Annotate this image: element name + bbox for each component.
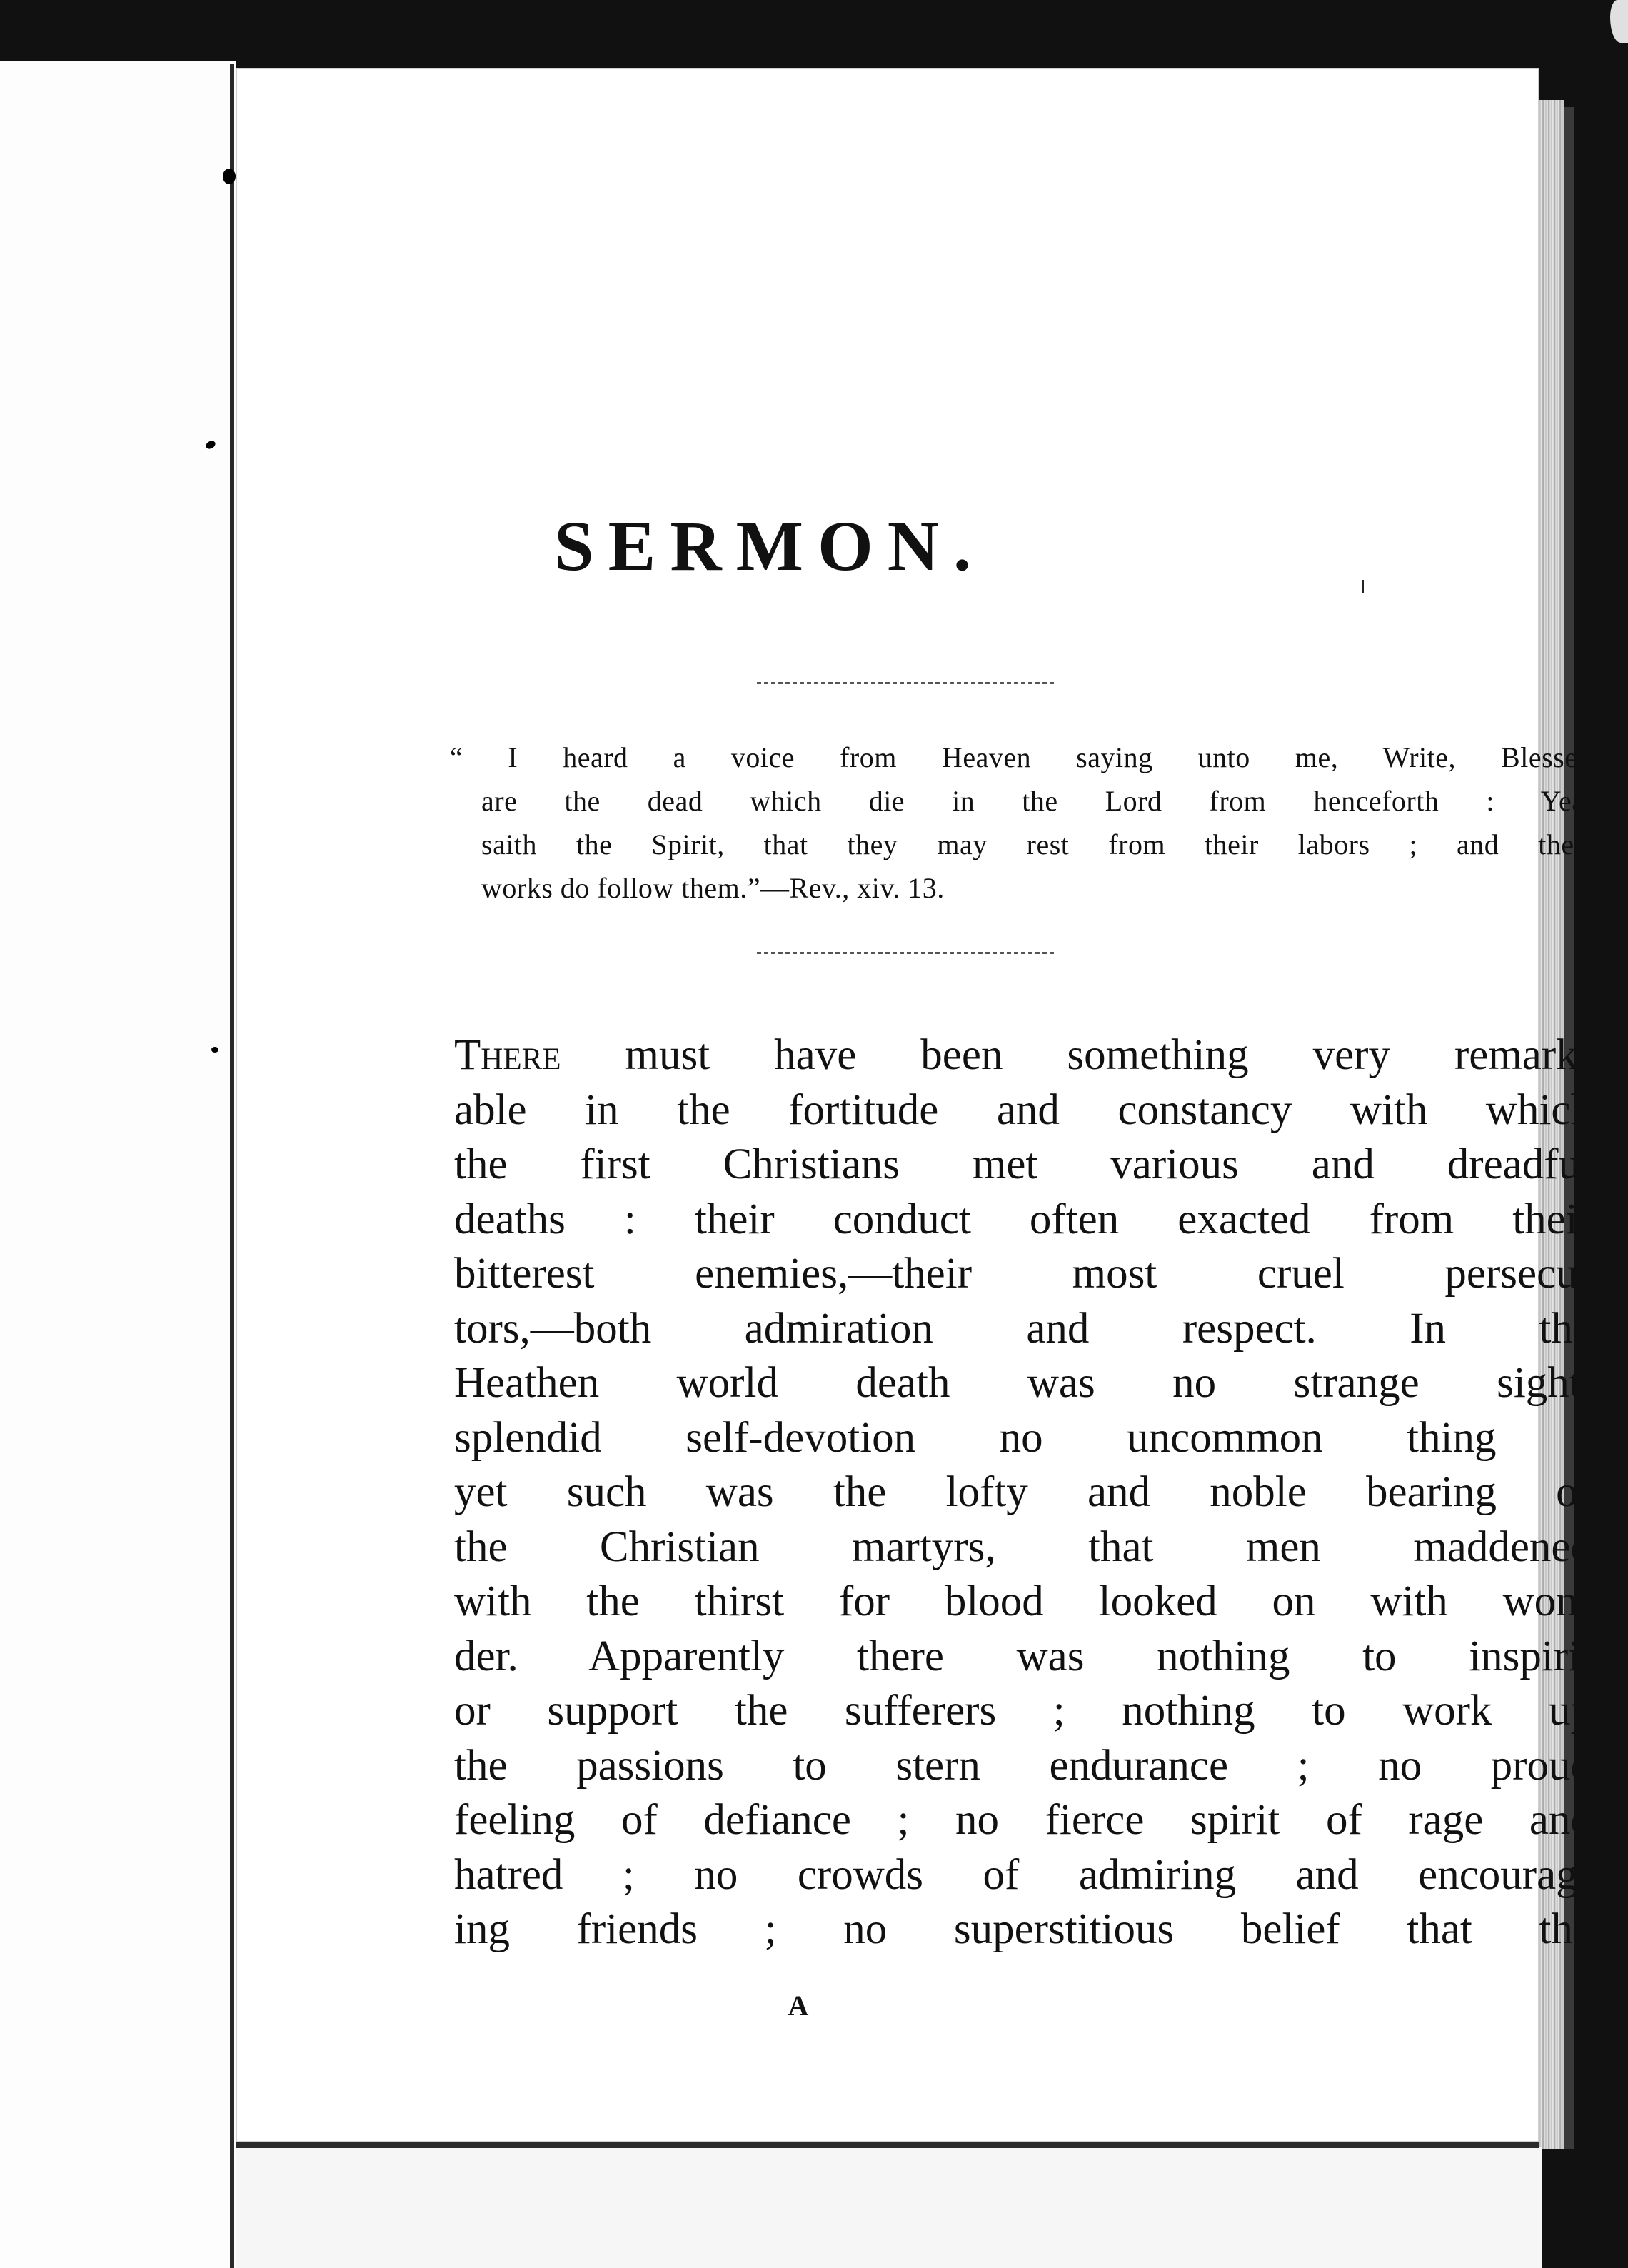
body-line: splendid self-devotion no uncommon thing ; <box>454 1413 1592 1462</box>
epigraph-line: “ I heard a voice from Heaven saying unto me, Write, Blessed <box>450 741 1592 773</box>
body-line <box>454 1028 1592 1083</box>
gutter-mark <box>211 1047 218 1053</box>
body-line: hatred ; no crowds of admiring and encourag- <box>454 1850 1592 1899</box>
body-lead-word: There <box>454 1031 561 1079</box>
body-line: tors,—both admiration and respect. In the <box>454 1304 1592 1353</box>
body-line: Heathen world death was no strange sight, <box>454 1359 1592 1407</box>
epigraph <box>450 736 1592 910</box>
page-bottom-margin <box>236 2147 1542 2268</box>
body-line: with the thirst for blood looked on with won- <box>454 1577 1592 1625</box>
epigraph-line: works do follow them.”—Rev., xiv. 13. <box>481 872 945 904</box>
page-content <box>236 68 1592 2142</box>
body-line: der. Apparently there was nothing to inspirit <box>454 1632 1592 1680</box>
ornamental-rule-top <box>757 682 1057 684</box>
body-line: ing friends ; no superstitious belief that the <box>454 1905 1592 1953</box>
body-line: yet such was the lofty and noble bearing of <box>454 1468 1592 1516</box>
body-line: bitterest enemies,—their most cruel persecu- <box>454 1250 1592 1298</box>
ornamental-rule-bottom <box>757 952 1057 954</box>
epigraph-line: are the dead which die in the Lord from henceforth : Yea, <box>481 785 1592 817</box>
body-line: the passions to stern endurance ; no proud <box>454 1741 1592 1790</box>
body-line: the Christian martyrs, that men maddened <box>454 1522 1592 1571</box>
page-heading: SERMON. <box>554 506 985 586</box>
body-line: able in the fortitude and constancy with which <box>454 1085 1592 1134</box>
book-page <box>236 68 1592 2148</box>
body-line: the first Christians met various and dreadful <box>454 1140 1592 1188</box>
body-line: feeling of defiance ; no fierce spirit of rage and <box>454 1796 1592 1844</box>
body-line-text: must have been something very remark- <box>561 1031 1592 1079</box>
gutter-mark <box>223 169 236 184</box>
facing-page <box>0 61 236 2268</box>
body-line: or support the sufferers ; nothing to work up <box>454 1687 1592 1735</box>
signature-mark: A <box>788 1989 809 2022</box>
body-text <box>454 1028 1592 1957</box>
epigraph-line: saith the Spirit, that they may rest from their labors ; and their <box>481 828 1592 860</box>
body-line: deaths : their conduct often exacted from their <box>454 1195 1592 1243</box>
page-gutter <box>230 64 234 2268</box>
scan-artifact <box>1362 580 1364 593</box>
